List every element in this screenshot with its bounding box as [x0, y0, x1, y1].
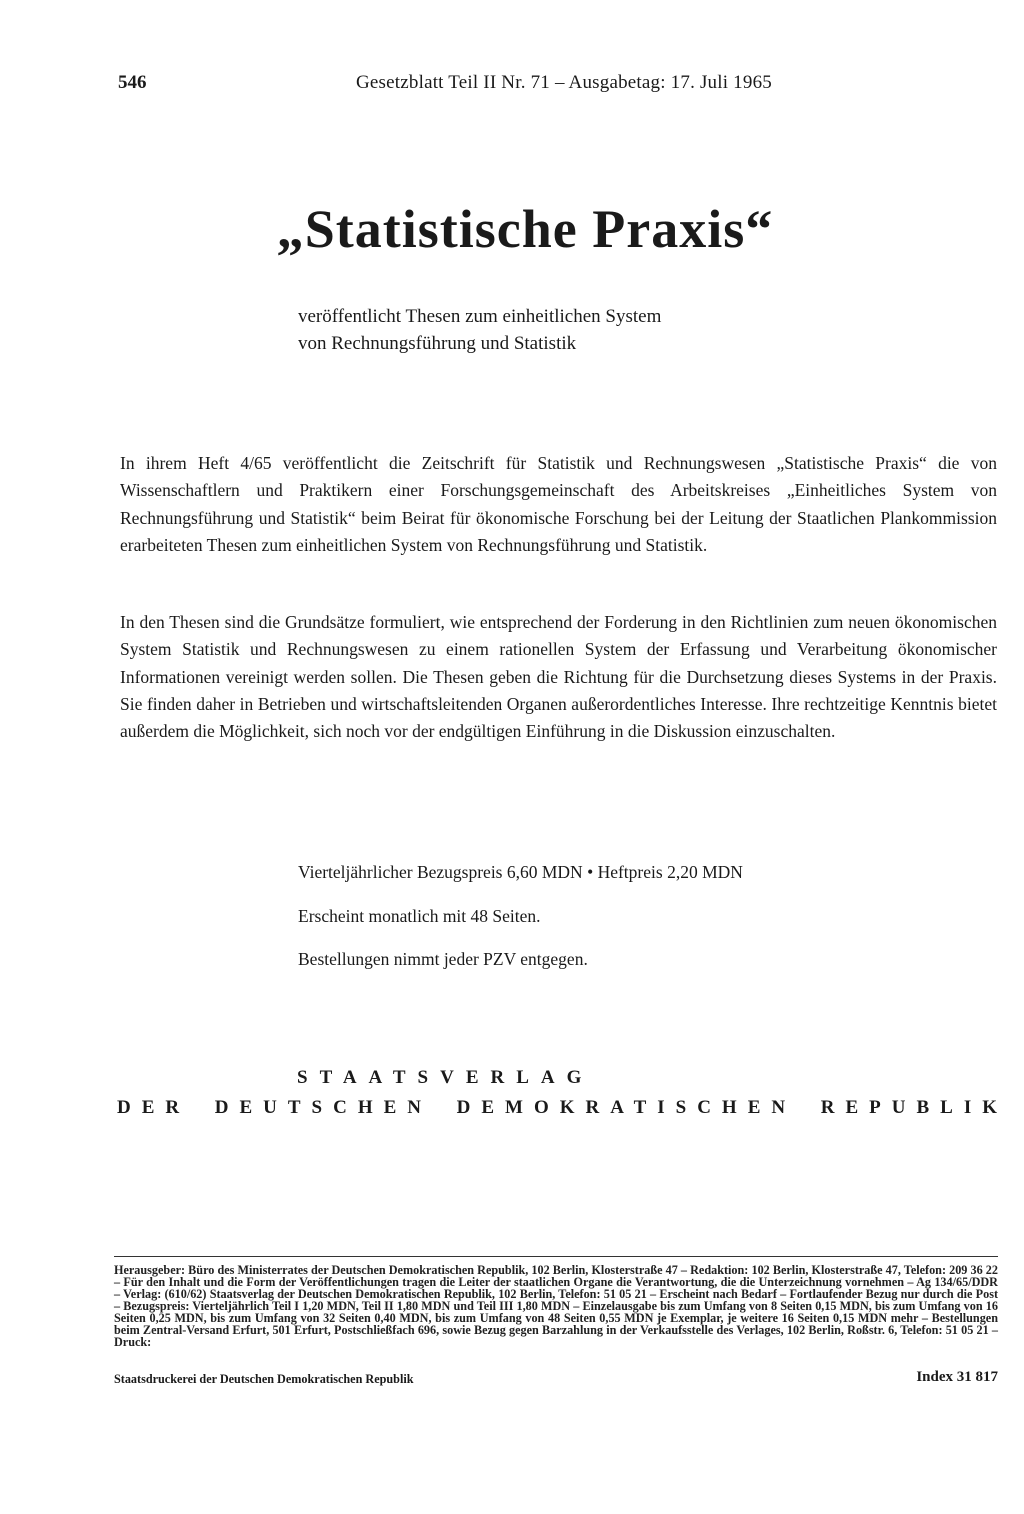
publisher-word: DEUTSCHEN [214, 1097, 433, 1118]
pricing-line-2: Erscheint monatlich mit 48 Seiten. [298, 905, 541, 926]
pricing-line-1: Vierteljährlicher Bezugspreis 6,60 MDN • Heftpreis 2,20 MDN [298, 862, 743, 882]
index-number: Index 31 817 [916, 1369, 998, 1385]
body-paragraph-1: In ihrem Heft 4/65 veröffentlicht die Zeitschrift für Statistik und Rechnungswesen „Statistische Praxis“ die von Wissenschaftlern und Praktikern einer Forschungsgemeinschaft des Arbeitskreises „Einheitliches System von Rechnungsführung und Statistik“ beim Beirat für ökonomische Forschung bei der Leitung der Staatlichen Plankommission erarbeiteten Thesen zum einheitlichen System von Rechnungsführung und Statistik. [120, 453, 997, 555]
publisher-country [117, 1097, 1008, 1119]
page-title: „Statistische Praxis“ [276, 199, 774, 259]
publisher-name: STAATSVERLAG [297, 1067, 594, 1088]
imprint-divider [114, 1256, 998, 1257]
body-paragraph-2: In den Thesen sind die Grundsätze formuliert, wie entsprechend der Forderung in den Richtlinien zum neuen ökonomischen System Statistik und Rechnungswesen zu einem rationellen System der Erfassung und Verarbeitung ökonomischer Informationen vereinigt werden sollen. Die Thesen geben die Richtung für die Durchsetzung dieses Systems in der Praxis. Sie finden daher in Betrieben und wirtschaftsleitenden Organen außerordentliches Interesse. Ihre rechtzeitige Kenntnis bietet außerdem die Möglichkeit, sich noch vor der endgültigen Einführung in die Diskussion einzuschalten. [120, 612, 997, 742]
page-number: 546 [118, 72, 147, 93]
imprint-footer [114, 1369, 998, 1387]
pricing-block [298, 860, 743, 991]
imprint-text: Herausgeber: Büro des Ministerrates der Deutschen Demokratischen Republik, 102 Berlin, Klosterstraße 47 – Redaktion: 102 Berlin, Klosterstraße 47, Telefon: 209 36 22 – Für den Inhalt und die Form der Veröffentlichungen tragen die Leiter der staatlichen Organe die Verantwortung, die die Unterzeichnung vornehmen – Ag 134/65/DDR – Verlag: (610/62) Staatsverlag der Deutschen Demokratischen Republik, 102 Berlin, Telefon: 51 05 21 – Erscheint nach Bedarf – Fortlaufender Bezug nur durch die Post – Bezugspreis: Vierteljährlich Teil I 1,20 MDN, Teil II 1,80 MDN und Teil III 1,80 MDN – Einzelausgabe bis zum Umfang von 8 Seiten 0,15 MDN, bis zum Umfang von 16 Seiten 0,25 MDN, bis zum Umfang von 32 Seiten 0,40 MDN, bis zum Umfang von 48 Seiten 0,55 MDN je Exemplar, je weitere 16 Seiten 0,15 MDN mehr – Bestellungen beim Zentral-Versand Erfurt, 501 Erfurt, Postschließfach 696, sowie Bezug gegen Barzahlung in der Verkaufsstelle des Verlages, 102 Berlin, Roßstr. 6, Telefon: 51 05 21 – Druck: [114, 1263, 998, 1349]
subtitle-line-1: veröffentlicht Thesen zum einheitlichen System [298, 306, 662, 327]
publisher-word: REPUBLIK [820, 1097, 1008, 1118]
publisher-word: DER [117, 1097, 191, 1118]
subtitle-line-2: von Rechnungsführung und Statistik [298, 333, 577, 354]
pricing-line-3: Bestellungen nimmt jeder PZV entgegen. [298, 949, 588, 969]
publisher-word: DEMOKRATISCHEN [456, 1097, 797, 1118]
subtitle [298, 303, 661, 357]
running-head: Gesetzblatt Teil II Nr. 71 – Ausgabetag: 17. Juli 1965 [356, 72, 772, 93]
imprint-printer: Staatsdruckerei der Deutschen Demokratischen Republik [114, 1372, 414, 1386]
